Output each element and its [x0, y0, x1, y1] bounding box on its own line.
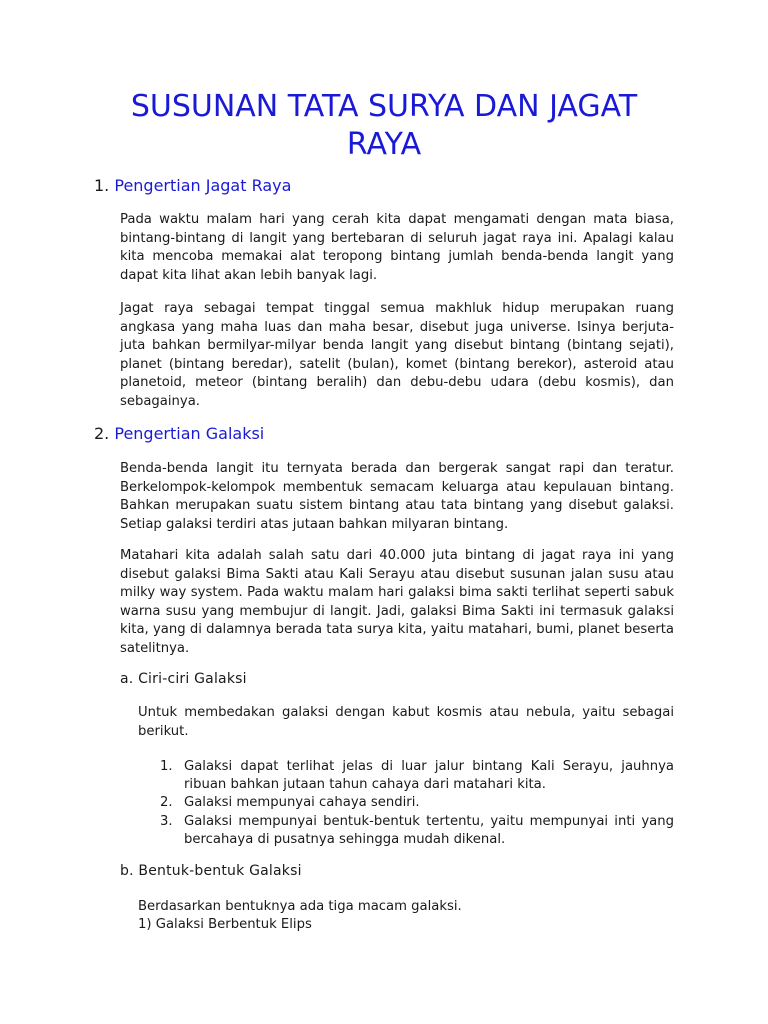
section-heading-jagat-raya [94, 176, 291, 196]
paragraph: Berdasarkan bentuknya ada tiga macam galaksi. [138, 899, 462, 914]
list-number: 2. [160, 795, 173, 811]
subsection-heading-bentuk-bentuk: b. Bentuk-bentuk Galaksi [120, 863, 302, 879]
paragraph: Jagat raya sebagai tempat tinggal semua makhluk hidup merupakan ruang angkasa yang maha luas dan maha besar, disebut juga universe. Isinya berjuta-juta bahkan bermilyar-milyar benda langit yang disebut bintang (bintang sejati), planet (bintang beredar), satelit (bulan), komet (bintang berekor), asteroid atau planetoid, meteor (bintang beralih) dan debu-debu udara (debu kosmis), dan sebagainya. [120, 301, 674, 409]
section-heading-text: Pengertian Jagat Raya [114, 176, 292, 195]
document-title: SUSUNAN TATA SURYA DAN JAGAT RAYA [130, 89, 638, 162]
list-item [160, 758, 674, 794]
paragraph: Untuk membedakan galaksi dengan kabut kosmis atau nebula, yaitu sebagai berikut. [138, 705, 674, 739]
paragraph: 1) Galaksi Berbentuk Elips [138, 917, 312, 932]
list-item [160, 794, 674, 812]
section-heading-galaksi [94, 424, 264, 444]
list-item-text: Galaksi mempunyai bentuk-bentuk tertentu, yaitu mempunyai inti yang bercahaya di pusatnya sehingga mudah dikenal. [184, 813, 674, 847]
paragraph: Benda-benda langit itu ternyata berada dan bergerak sangat rapi dan teratur. Berkelompok-kelompok membentuk semacam keluarga atau kepulauan bintang. Bahkan merupakan suatu sistem bintang atau tata bintang yang disebut galaksi. Setiap galaksi terdiri atas jutaan bahkan milyaran bintang. [120, 461, 674, 532]
list-item [160, 813, 674, 849]
section-number: 1. [94, 176, 110, 195]
paragraph: Matahari kita adalah salah satu dari 40.000 juta bintang di jagat raya ini yang disebut galaksi Bima Sakti atau Kali Serayu atau disebut susunan jalan susu atau milky way system. Pada waktu malam hari galaksi bima sakti terlihat seperti sabuk warna susu yang membujur di langit. Jadi, galaksi Bima Sakti ini termasuk galaksi kita, yang di dalamnya berada tata surya kita, yaitu matahari, bumi, planet beserta satelitnya. [120, 548, 674, 656]
ordered-list [160, 758, 674, 849]
list-item-text: Galaksi dapat terlihat jelas di luar jalur bintang Kali Serayu, jauhnya ribuan bahkan jutaan tahun cahaya dari matahari kita. [184, 759, 674, 793]
list-item-text: Galaksi mempunyai cahaya sendiri. [184, 795, 420, 811]
list-number: 1. [160, 759, 173, 774]
subsection-heading-ciri-ciri: a. Ciri-ciri Galaksi [120, 671, 247, 687]
list-number: 3. [160, 813, 173, 829]
section-heading-text: Pengertian Galaksi [114, 424, 265, 443]
section-number: 2. [94, 424, 110, 443]
paragraph: Pada waktu malam hari yang cerah kita dapat mengamati dengan mata biasa, bintang-bintang di langit yang bertebaran di seluruh jagat raya ini. Apalagi kalau kita mencoba memakai alat teropong bintang jumlah benda-benda langit yang dapat kita lihat akan lebih banyak lagi. [120, 212, 674, 283]
